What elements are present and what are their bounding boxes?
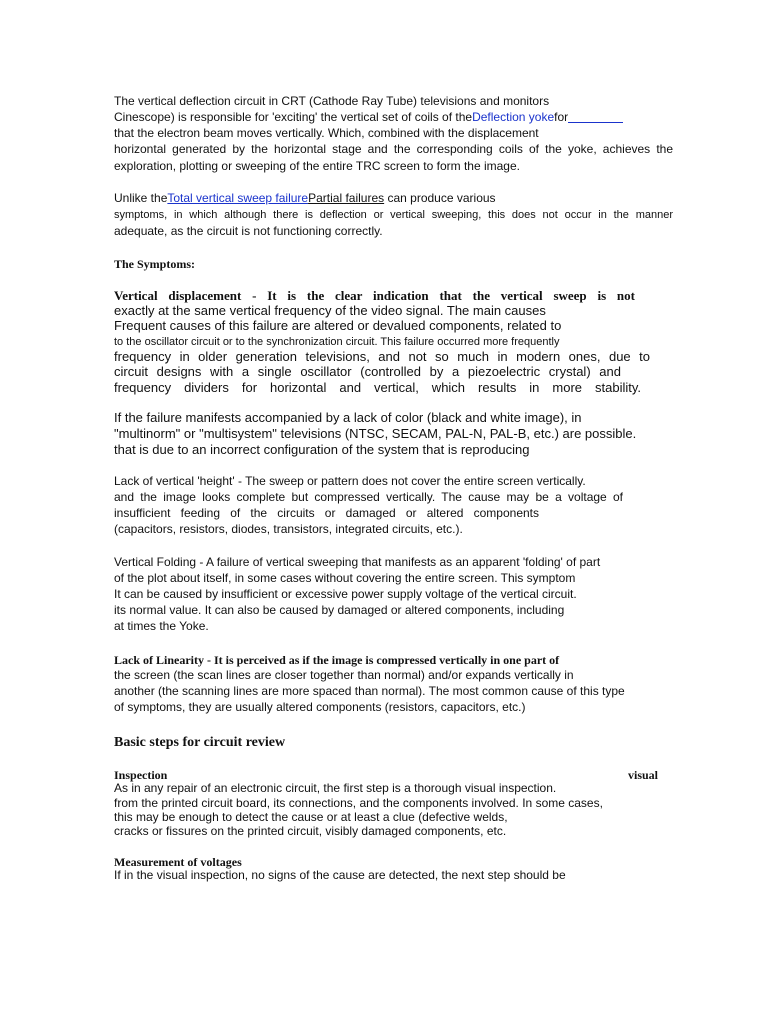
folding-line-4: its normal value. It can also be caused by damaged or altered components, including bbox=[114, 603, 565, 617]
folding-line-1: Vertical Folding - A failure of vertical sweeping that manifests as an apparent 'folding' of part bbox=[114, 555, 601, 569]
symptoms-heading: The Symptoms: bbox=[114, 257, 196, 271]
folding-line-5: at times the Yoke. bbox=[114, 619, 209, 633]
vd-line-2: exactly at the same vertical frequency of the video signal. The main causes bbox=[114, 303, 546, 318]
inspection-line-2: from the printed circuit board, its connections, and the components involved. In some cases, bbox=[114, 796, 603, 810]
unlike-line-3: adequate, as the circuit is not functioning correctly. bbox=[114, 224, 383, 238]
color-line-1: If the failure manifests accompanied by a lack of color (black and white image), in bbox=[114, 410, 582, 425]
inspection-heading-left: Inspection bbox=[114, 768, 168, 782]
vertical-displacement-heading: Vertical displacement - It is the clear indication that the vertical sweep is not bbox=[114, 288, 635, 303]
height-line-3: insufficient feeding of the circuits or damaged or altered components bbox=[114, 506, 539, 520]
basic-steps-heading: Basic steps for circuit review bbox=[114, 735, 286, 750]
vd-line-7: frequency dividers for horizontal and vertical, which results in more stability. bbox=[114, 380, 641, 395]
height-line-1: Lack of vertical 'height' - The sweep or pattern does not cover the entire screen vertically. bbox=[114, 474, 586, 488]
inspection-heading-right: visual bbox=[627, 768, 658, 782]
unlike-line-2: symptoms, in which although there is deflection or vertical sweeping, this does not occur in the manner bbox=[114, 209, 673, 221]
vd-line-5: frequency in older generation televisions, and not so much in modern ones, due to bbox=[114, 349, 650, 364]
height-line-2: and the image looks complete but compressed vertically. The cause may be a voltage of bbox=[114, 490, 623, 504]
inspection-line-3: this may be enough to detect the cause or at least a clue (defective welds, bbox=[114, 810, 508, 824]
unlike-line-1 bbox=[114, 190, 673, 206]
linearity-line-4: of symptoms, they are usually altered components (resistors, capacitors, etc.) bbox=[114, 700, 526, 714]
vd-line-4: to the oscillator circuit or to the synchronization circuit. This failure occurred more frequently bbox=[114, 336, 560, 348]
linearity-line-3: another (the scanning lines are more spaced than normal). The most common cause of this type bbox=[114, 684, 625, 698]
inspection-line-4: cracks or fissures on the printed circuit, visibly damaged components, etc. bbox=[114, 824, 507, 838]
deflection-yoke-link[interactable]: Deflection yoke bbox=[472, 110, 555, 124]
height-line-4: (capacitors, resistors, diodes, transistors, integrated circuits, etc.). bbox=[114, 522, 463, 536]
linearity-heading: Lack of Linearity - It is perceived as if the image is compressed vertically in one part of bbox=[114, 653, 560, 667]
link-underline bbox=[568, 110, 623, 123]
intro-line-1: The vertical deflection circuit in CRT (Cathode Ray Tube) televisions and monitors bbox=[114, 94, 550, 108]
intro-line-2-text: Cinescope) is responsible for 'exciting' the vertical set of coils of the bbox=[114, 110, 473, 124]
inspection-line-1: As in any repair of an electronic circuit, the first step is a thorough visual inspection. bbox=[114, 781, 557, 795]
intro-line-4: horizontal generated by the horizontal stage and the corresponding coils of the yoke, achieves the bbox=[114, 142, 673, 156]
intro-line-2-tail: for bbox=[554, 110, 569, 124]
folding-line-2: of the plot about itself, in some cases without covering the entire screen. This symptom bbox=[114, 571, 576, 585]
color-line-3: that is due to an incorrect configuration of the system that is reproducing bbox=[114, 442, 530, 457]
vd-line-3: Frequent causes of this failure are altered or devalued components, related to bbox=[114, 318, 562, 333]
color-line-2: "multinorm" or "multisystem" televisions (NTSC, SECAM, PAL-N, PAL-B, etc.) are possible. bbox=[114, 426, 637, 441]
linearity-line-2: the screen (the scan lines are closer together than normal) and/or expands vertically in bbox=[114, 668, 574, 682]
folding-line-3: It can be caused by insufficient or excessive power supply voltage of the vertical circuit. bbox=[114, 587, 577, 601]
unlike-tail: can produce various bbox=[384, 191, 496, 205]
unlike-text: Unlike the bbox=[114, 191, 168, 205]
voltages-heading: Measurement of voltages bbox=[114, 855, 242, 869]
partial-failures-text: Partial failures bbox=[308, 191, 385, 205]
intro-line-2 bbox=[114, 109, 673, 125]
voltages-line-1: If in the visual inspection, no signs of the cause are detected, the next step should be bbox=[114, 868, 566, 882]
total-vertical-sweep-failure-link[interactable]: Total vertical sweep failure bbox=[167, 191, 309, 205]
intro-line-5: exploration, plotting or sweeping of the entire TRC screen to form the image. bbox=[114, 159, 520, 173]
intro-line-3: that the electron beam moves vertically. Which, combined with the displacement bbox=[114, 126, 539, 140]
vd-line-6: circuit designs with a single oscillator (controlled by a piezoelectric crystal) and bbox=[114, 364, 621, 379]
